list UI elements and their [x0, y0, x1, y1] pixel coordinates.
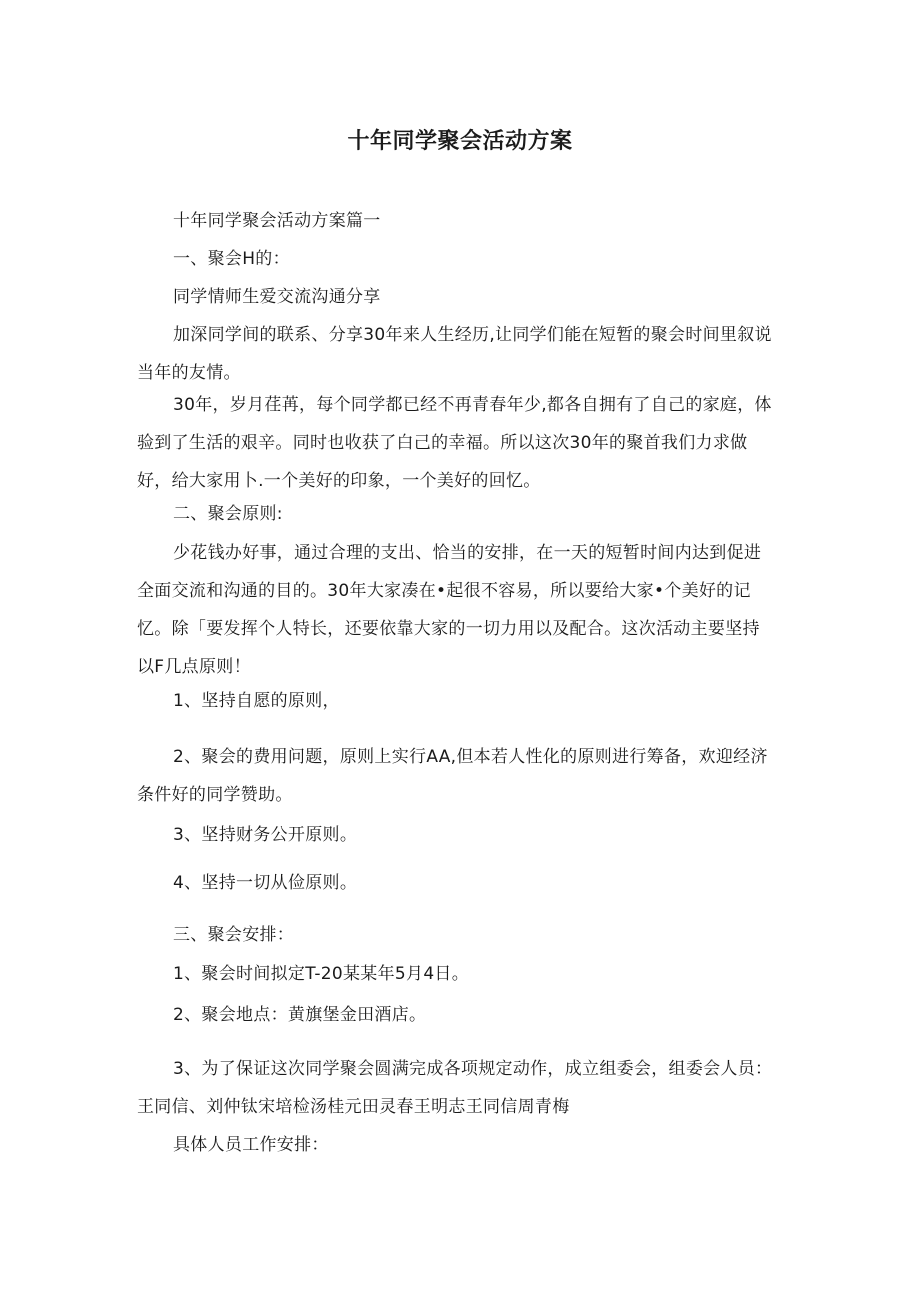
list-item: 3、为了保证这次同学聚会圆满完成各项规定动作，成立组委会，组委会人员：王同信、刘仲钛宋培检汤桂元田灵春王明志王同信周青梅: [137, 1059, 773, 1117]
section-heading-principles: 二、聚会原则:: [173, 504, 283, 524]
list-item: 2、聚会地点：黄旗堡金田酒店。: [173, 1005, 427, 1025]
paragraph: 30年，岁月荏苒，每个同学都已经不再青春年少,都各自拥有了自己的家庭，体验到了生活的艰辛。同时也收获了白己的幸福。所以这次30年的聚首我们力求做好，给大家用卜.一个美好的印象，一个美好的回忆。: [137, 395, 772, 491]
section-heading-purpose: 一、聚会H的：: [173, 249, 290, 269]
paragraph: 具体人员工作安排：: [173, 1135, 329, 1155]
list-item: 3、坚持财务公开原则。: [173, 825, 358, 845]
paragraph: 少花钱办好事，通过合理的支出、恰当的安排，在一天的短暂时间内达到促进全面交流和沟通的目的。30年大家凑在•起很不容易，所以要给大家•个美好的记忆。除「要发挥个人特长，还要依靠大家的一切力用以及配合。这次活动主要坚持以F几点原则！: [137, 543, 762, 677]
list-item: 2、聚会的费用问题，原则上实行AA,但本若人性化的原则进行筹备，欢迎经济条件好的同学赞助。: [137, 747, 768, 805]
paragraph: 同学情师生爱交流沟通分享: [173, 287, 381, 307]
list-item: 4、坚持一切从俭原则。: [173, 873, 358, 893]
paragraph-subtitle: 十年同学聚会活动方案篇一: [173, 211, 381, 231]
paragraph: 加深同学间的联系、分享30年来人生经历,让同学们能在短暂的聚会时间里叙说当年的友情。: [137, 325, 772, 383]
list-item: 1、聚会时间拟定T-20某某年5月4日。: [173, 964, 470, 984]
list-item: 1、坚持自愿的原则，: [173, 691, 340, 711]
section-heading-arrangement: 三、聚会安排：: [173, 925, 295, 945]
document-title: 十年同学聚会活动方案: [347, 129, 573, 154]
